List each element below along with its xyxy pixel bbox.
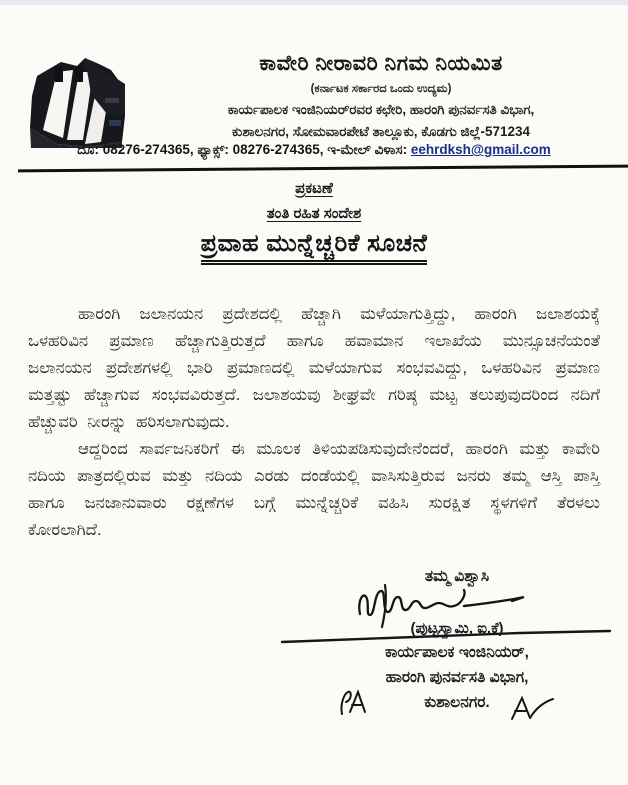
- body-paragraph-2: ಆದ್ದರಿಂದ ಸಾರ್ವಜನಿಕರಿಗೆ ಈ ಮೂಲಕ ತಿಳಿಯಪಡಿಸುವುದೇನೆಂದರೆ, ಹಾರಂಗಿ ಮತ್ತು ಕಾವೇರಿ ನದಿಯ ಪಾತ್ರದಲ್ಲಿರುವ ಮತ್ತು ನದಿಯ ಎರಡು ದಂಡೆಯಲ್ಲಿ ವಾಸಿಸುತ್ತಿರುವ ಜನರು ತಮ್ಮ ಆಸ್ತಿ ಪಾಸ್ತಿ ಹಾಗೂ ಜನಜಾನುವಾರು ರಕ್ಷಣೆಗಳ ಬಗ್ಗೆ ಮುನ್ನೆಚ್ಚರಿಕೆ ವಹಿಸಿ ಸುರಕ್ಷಿತ ಸ್ಥಳಗಳಿಗೆ ತೆರಳಲು ಕೋರಲಾಗಿದೆ.: [28, 440, 600, 539]
- handwritten-mark-right-icon: [510, 692, 554, 722]
- phone-fax-label: ದೂ: 08276-274365, ಫ್ಯಾಕ್ಸ್: 08276-274365, ಇ-ಮೇಲ್ ವಿಳಾಸ:: [77, 142, 411, 157]
- heading-wireless-message: ತಂತಿ ರಹಿತ ಸಂದೇಶ: [266, 205, 362, 222]
- letterhead: [142, 52, 620, 140]
- closing-salutation: ತಮ್ಮ ವಿಶ್ವಾಸಿ: [424, 568, 490, 585]
- contact-line: [0, 142, 628, 158]
- org-name: ಕಾವೇರಿ ನೀರಾವರಿ ನಿಗಮ ನಿಯಮಿತ: [259, 52, 503, 75]
- body-paragraph-1: ಹಾರಂಗಿ ಜಲಾನಯನ ಪ್ರದೇಶದಲ್ಲಿ ಹೆಚ್ಚಾಗಿ ಮಳೆಯಾಗುತ್ತಿದ್ದು, ಹಾರಂಗಿ ಜಲಾಶಯಕ್ಕೆ ಒಳಹರಿವಿನ ಪ್ರಮಾಣ ಹೆಚ್ಚಾಗುತ್ತಿರುತ್ತದೆ ಹಾಗೂ ಹವಾಮಾನ ಇಲಾಖೆಯ ಮುನ್ಸೂಚನೆಯಂತೆ ಜಲಾನಯನ ಪ್ರದೇಶಗಳಲ್ಲಿ ಭಾರಿ ಪ್ರಮಾಣದಲ್ಲಿ ಮಳೆಯಾಗುವ ಸಂಭವವಿದ್ದು, ಒಳಹರಿವಿನ ಪ್ರಮಾಣ ಮತ್ತಷ್ಟು ಹೆಚ್ಚಾಗುವ ಸಂಭವವಿರುತ್ತದೆ. ಜಲಾಶಯವು ಶೀಘ್ರವೇ ಗರಿಷ್ಠ ಮಟ್ಟ ತಲುಪುವುದರಿಂದ ನದಿಗೆ ಹೆಚ್ಚುವರಿ ನೀರನ್ನು ಹರಿಸಲಾಗುವುದು.: [28, 305, 600, 431]
- signature-block: [324, 568, 590, 712]
- letterhead-divider: [18, 165, 628, 173]
- org-address-line1: ಕಾರ್ಯಪಾಲಕ ಇಂಜಿನಿಯರ್‌ರವರ ಕಛೇರಿ, ಹಾರಂಗಿ ಪುನರ್ವಸತಿ ವಿಭಾಗ,: [227, 102, 535, 117]
- org-address-line2: ಕುಶಾಲನಗರ, ಸೋಮವಾರಪೇಟೆ ತಾಲ್ಲೂಕು, ಕೊಡಗು ಜಿಲ್ಲೆ-571234: [231, 124, 530, 139]
- org-tagline: (ಕರ್ನಾಟಕ ಸರ್ಕಾರದ ಒಂದು ಉದ್ಯಮ): [310, 83, 452, 95]
- letter-body: [28, 301, 600, 544]
- handwritten-mark-left-icon: [338, 688, 368, 718]
- page-title: ಪ್ರವಾಹ ಮುನ್ನೆಚ್ಚರಿಕೆ ಸೂಚನೆ: [0, 230, 628, 265]
- signatory-place: ಕುಶಾಲನಗರ.: [324, 694, 590, 712]
- signatory-designation: ಕಾರ್ಯಪಾಲಕ ಇಂಜಿನಿಯರ್,: [385, 644, 529, 661]
- signatory-name: (ಪುಟ್ಟಸ್ವಾಮಿ, ಐ.ಕೆ): [324, 620, 590, 637]
- signature-handwriting-icon: [324, 588, 590, 622]
- org-logo-dam-photo-icon: [27, 54, 129, 150]
- scan-edge-artifact: [0, 0, 628, 5]
- email-link[interactable]: eehrdksh@gmail.com: [410, 142, 551, 157]
- signatory-division: ಹಾರಂಗಿ ಪುನರ್ವಸತಿ ವಿಭಾಗ,: [385, 669, 529, 686]
- heading-notice: ಪ್ರಕಟಣೆ: [295, 180, 333, 197]
